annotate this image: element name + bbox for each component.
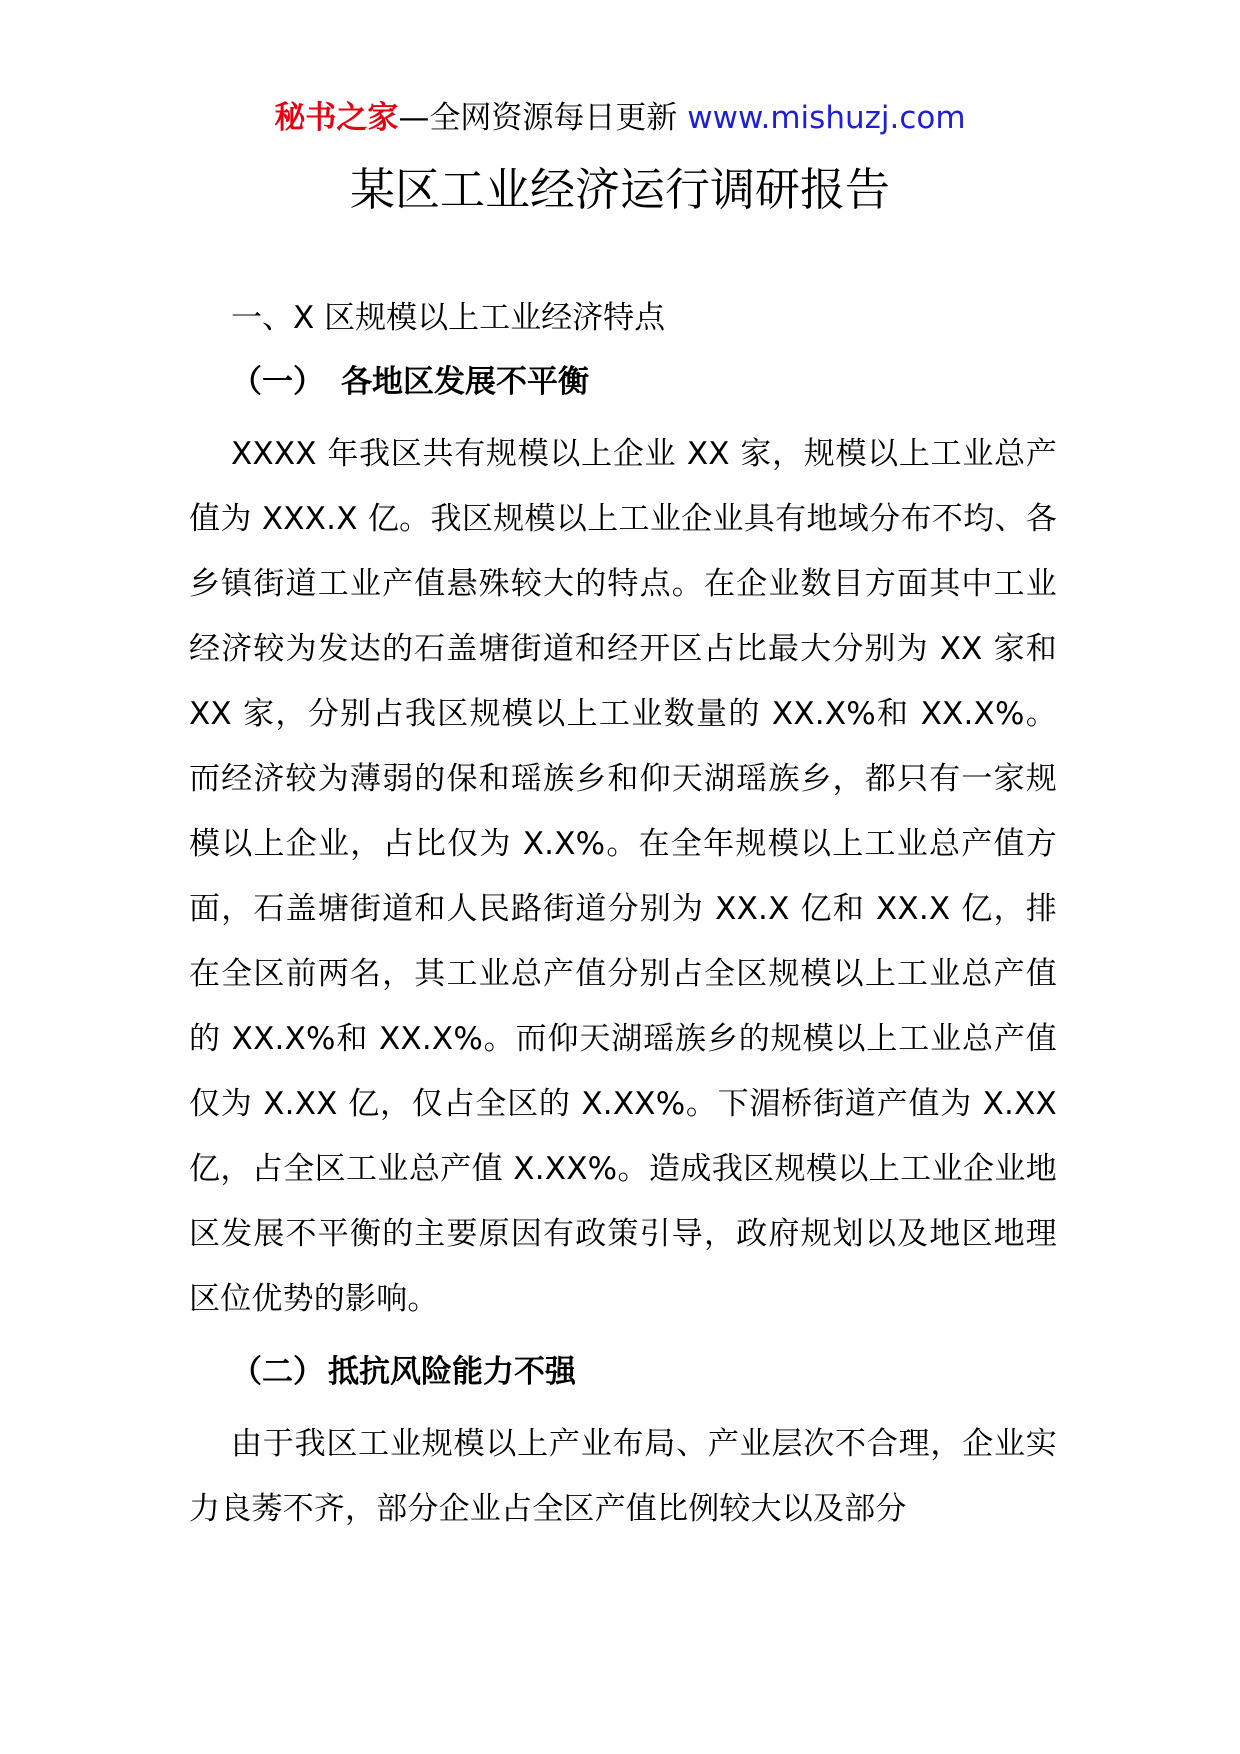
subsection-heading-1	[189, 362, 1057, 402]
site-url-link[interactable]: www.mishuzj.com	[687, 100, 966, 136]
section-heading-1: 一、X 区规模以上工业经济特点	[231, 300, 666, 336]
subsection-title-1: 各地区发展不平衡	[341, 364, 589, 400]
site-brand: 秘书之家	[274, 100, 399, 136]
site-banner	[0, 98, 1240, 138]
paragraph-1: XXXX 年我区共有规模以上企业 XX 家，规模以上工业总产值为 XXX.X 亿。我区规模以上工业企业具有地域分布不均、各乡镇街道工业产值悬殊较大的特点。在企业数目方面其中工业经济较为发达的石盖塘街道和经开区占比最大分别为 XX 家和 XX 家，分别占我区规模以上工业数量的 XX.X%和 XX.X%。而经济较为薄弱的保和瑶族乡和仰天湖瑶族乡，都只有一家规模以上企业，占比仅为 X.X%。在全年规模以上工业总产值方面，石盖塘街道和人民路街道分别为 XX.X 亿和 XX.X 亿，排在全区前两名，其工业总产值分别占全区规模以上工业总产值的 XX.X%和 XX.X%。而仰天湖瑶族乡的规模以上工业总产值仅为 X.XX 亿，仅占全区的 X.XX%。下湄桥街道产值为 X.XX 亿，占全区工业总产值 X.XX%。造成我区规模以上工业企业地区发展不平衡的主要原因有政策引导，政府规划以及地区地理区位优势的影响。	[189, 436, 1057, 1317]
subsection-heading-2	[189, 1352, 1057, 1392]
site-slogan: —全网资源每日更新	[398, 100, 688, 136]
subsection-title-2: 抵抗风险能力不强	[328, 1354, 576, 1390]
subsection-number-2: （二）	[231, 1354, 324, 1390]
document-body	[189, 298, 1057, 1542]
subsection-number-1: （一）	[231, 364, 324, 400]
document-title: 某区工业经济运行调研报告	[349, 163, 890, 216]
paragraph-2: 由于我区工业规模以上产业布局、产业层次不合理，企业实力良莠不齐，部分企业占全区产值比例较大以及部分	[189, 1426, 1057, 1527]
